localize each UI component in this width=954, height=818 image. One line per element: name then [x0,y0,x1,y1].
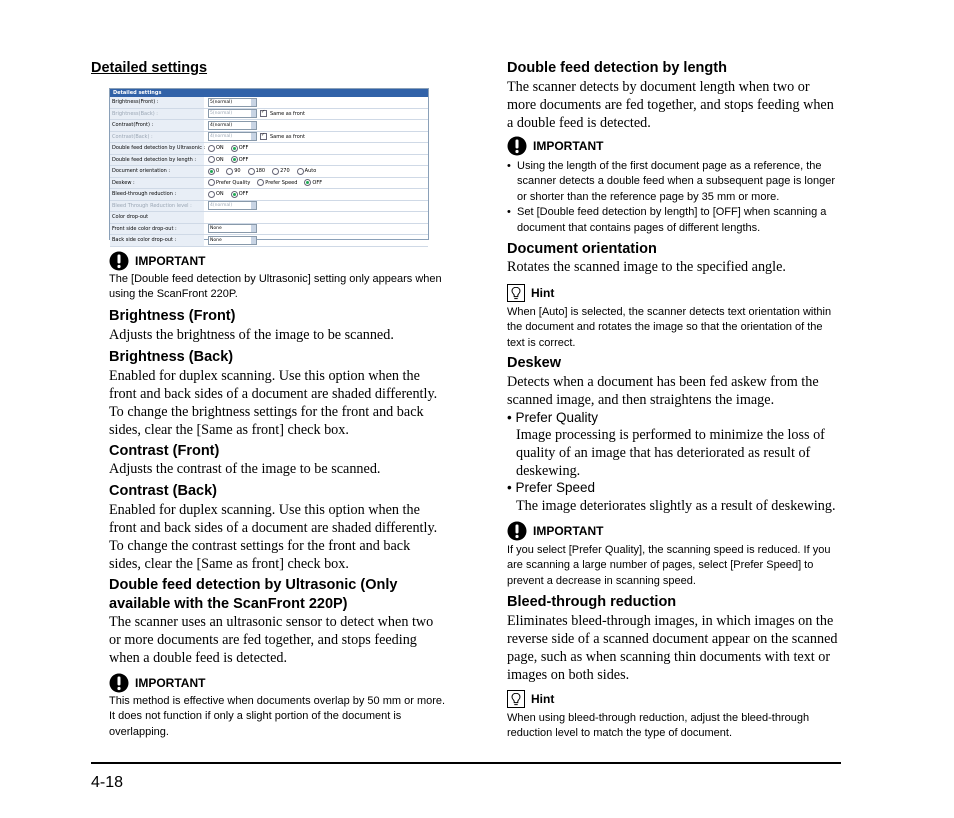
radio-label: 0 [216,168,220,175]
settings-row-label: Color drop-out [110,212,204,223]
heading-orientation: Document orientation [507,241,657,257]
important-icon [109,673,129,693]
radio-button[interactable] [208,168,215,175]
heading-brightness-front: Brightness (Front) [109,308,236,324]
important-label: IMPORTANT [533,524,604,538]
radio-option[interactable] [231,191,249,198]
heading-contrast-back: Contrast (Back) [109,483,217,499]
heading-bleed: Bleed-through reduction [507,594,677,610]
settings-row-label: Double feed detection by Ultrasonic : [110,143,204,154]
settings-select[interactable]: 5(normal) [208,98,257,107]
radio-label: 90 [234,168,241,175]
radio-label: ON [216,191,224,198]
text-orientation: Rotates the scanned image to the specified angle. [507,259,786,275]
checkbox-label: Same as front [270,133,305,140]
text-deskew: Detects when a document has been fed askew from the scanned image, and then straightens the image. [507,374,819,408]
radio-button[interactable] [208,145,215,152]
radio-button[interactable] [304,179,311,186]
heading-deskew: Deskew [507,355,562,371]
section-title: Detailed settings [91,60,208,76]
settings-select[interactable]: 4(normal) [208,132,257,141]
radio-label: OFF [238,156,249,163]
important-label: IMPORTANT [135,676,206,690]
radio-option[interactable] [231,156,249,163]
settings-row [110,224,428,236]
settings-row [110,166,428,178]
radio-option[interactable] [208,156,224,163]
important-note-1 [109,251,205,271]
radio-button[interactable] [257,179,264,186]
radio-label: Auto [304,168,317,175]
heading-ultrasonic: Double feed detection by Ultrasonic (Only available with the ScanFront 220P) [109,577,398,612]
radio-option[interactable] [248,168,266,175]
important-list-3 [507,159,844,236]
same-as-front-checkbox[interactable] [260,133,267,140]
radio-label: 180 [255,168,266,175]
settings-row-value [204,109,428,118]
hint-icon [507,284,525,302]
screenshot-header: Detailed settings [110,89,428,97]
detailed-settings-screenshot [109,88,429,243]
settings-select[interactable]: 5(normal) [208,109,257,118]
text-bleed: Eliminates bleed-through images, in which images on the reverse side of a scanned document appear on the scanned page, such as when scanning thin documents with text or images on both sides. [507,613,838,683]
page-number: 4-18 [91,774,124,791]
checkbox-label: Same as front [270,110,305,117]
hint-text-2: When using bleed-through reduction, adjust the bleed-through reduction level to match the type of document. [507,712,810,740]
radio-label: ON [216,145,224,152]
radio-button[interactable] [208,191,215,198]
settings-select[interactable]: None [208,224,257,233]
radio-label: Prefer Speed [265,179,298,186]
hint-note-2 [507,690,554,708]
text-length: The scanner detects by document length when two or more documents are fed together, and stops feeding when a double feed is detected. [507,79,834,131]
radio-label: OFF [238,145,249,152]
radio-label: Prefer Quality [216,179,251,186]
settings-row-value [204,201,428,210]
radio-button[interactable] [231,156,238,163]
important-note-3 [507,136,603,156]
settings-select[interactable]: 4(normal) [208,201,257,210]
settings-row-value [204,168,428,175]
important-icon [109,251,129,271]
settings-row [110,132,428,144]
settings-row-label: Bleed Through Reduction level : [110,201,204,212]
text-contrast-back: Enabled for duplex scanning. Use this option when the front and back sides of a document are shaded differently. To change the contrast settings for the front and back sides, clear the [Same as front] check box. [109,502,438,572]
settings-row [110,235,428,247]
radio-button[interactable] [231,191,238,198]
settings-row-value [204,179,428,186]
settings-row-label: Document orientation : [110,166,204,177]
radio-button[interactable] [226,168,233,175]
important-label: IMPORTANT [135,254,206,268]
settings-row [110,178,428,190]
deskew-option-quality: • Prefer Quality [507,410,599,425]
important-label: IMPORTANT [533,139,604,153]
option-name: Prefer Quality [515,410,599,425]
settings-row [110,212,428,224]
settings-row-label: Deskew : [110,178,204,189]
radio-option[interactable] [304,179,322,186]
same-as-front-checkbox[interactable] [260,110,267,117]
settings-row-value [204,132,428,141]
settings-row-value [204,156,428,163]
important-note-2 [109,673,205,693]
settings-row-label: Double feed detection by length : [110,155,204,166]
radio-option[interactable] [208,168,219,175]
settings-row-value [204,121,428,130]
radio-button[interactable] [248,168,255,175]
radio-label: ON [216,156,224,163]
heading-length: Double feed detection by length [507,60,727,76]
heading-contrast-front: Contrast (Front) [109,443,220,459]
important-icon [507,521,527,541]
settings-row-value [204,145,428,152]
hint-note-1 [507,284,554,302]
settings-row-label: Contrast(Back) : [110,132,204,143]
settings-row-label: Contrast(Front) : [110,120,204,131]
settings-row [110,120,428,132]
settings-row [110,189,428,201]
settings-row [110,143,428,155]
radio-option[interactable] [257,179,297,186]
hint-text-1: When [Auto] is selected, the scanner detects text orientation within the document and rotates the image so that the orientation of the text is correct. [507,306,832,349]
settings-row-label: Bleed-through reduction : [110,189,204,200]
settings-row-label: Front side color drop-out : [110,224,204,235]
radio-option[interactable] [208,179,250,186]
radio-button[interactable] [231,145,238,152]
footer-rule [91,762,841,764]
settings-row [110,155,428,167]
deskew-option-speed: • Prefer Speed [507,480,596,495]
radio-option[interactable] [231,145,249,152]
important-icon [507,136,527,156]
important-text-2: This method is effective when documents overlap by 50 mm or more. It does not function if only a slight portion of the document is overlapping. [109,695,446,738]
settings-row-label: Back side color drop-out : [110,235,204,246]
settings-row-value [204,98,428,107]
hint-label: Hint [531,692,555,706]
list-item: • Using the length of the first document page as a reference, the scanner detects a double feed when a subsequent page is longer or shorter than the reference page by 35 mm or more. [507,159,844,205]
settings-row [110,201,428,213]
radio-option[interactable] [272,168,290,175]
hint-icon [507,690,525,708]
settings-select[interactable]: None [208,236,257,245]
radio-label: OFF [238,191,249,198]
radio-label: OFF [312,179,323,186]
text-ultrasonic: The scanner uses an ultrasonic sensor to detect when two or more documents are fed together, and stops feeding when a double feed is detected. [109,614,434,666]
screenshot-rows [110,97,428,247]
radio-button[interactable] [297,168,304,175]
deskew-option-speed-desc: The image deteriorates slightly as a result of deskewing. [516,498,836,514]
radio-option[interactable] [226,168,240,175]
settings-row [110,109,428,121]
radio-button[interactable] [272,168,279,175]
settings-select[interactable]: 4(normal) [208,121,257,130]
radio-button[interactable] [208,179,215,186]
important-note-4 [507,521,603,541]
hint-label: Hint [531,286,555,300]
settings-row-label: Brightness(Back) : [110,109,204,120]
deskew-option-quality-desc: Image processing is performed to minimize the loss of quality of an image that has deteriorated as result of deskewing. [516,427,825,479]
settings-row-value [204,224,428,233]
radio-button[interactable] [208,156,215,163]
text-brightness-back: Enabled for duplex scanning. Use this option when the front and back sides of a document are shaded differently. To change the brightness settings for the front and back sides, clear the [Same as front] check box. [109,368,438,438]
important-text-4: If you select [Prefer Quality], the scanning speed is reduced. If you are scanning a large number of pages, select [Prefer Speed] to prevent a decrease in scanning speed. [507,544,831,587]
settings-row-value [204,191,428,198]
text-contrast-front: Adjusts the contrast of the image to be scanned. [109,461,381,477]
radio-label: 270 [280,168,290,175]
settings-row-label: Brightness(Front) : [110,97,204,108]
settings-row-value [204,236,428,245]
heading-brightness-back: Brightness (Back) [109,349,234,365]
text-brightness-front: Adjusts the brightness of the image to be scanned. [109,327,394,343]
radio-option[interactable] [297,168,317,175]
settings-row [110,97,428,109]
radio-option[interactable] [208,191,224,198]
list-item: • Set [Double feed detection by length] to [OFF] when scanning a document that contains pages of different lengths. [507,205,844,236]
important-text-1: The [Double feed detection by Ultrasonic] setting only appears when using the ScanFront 220P. [109,273,442,301]
option-name: Prefer Speed [515,480,596,495]
radio-option[interactable] [208,145,224,152]
